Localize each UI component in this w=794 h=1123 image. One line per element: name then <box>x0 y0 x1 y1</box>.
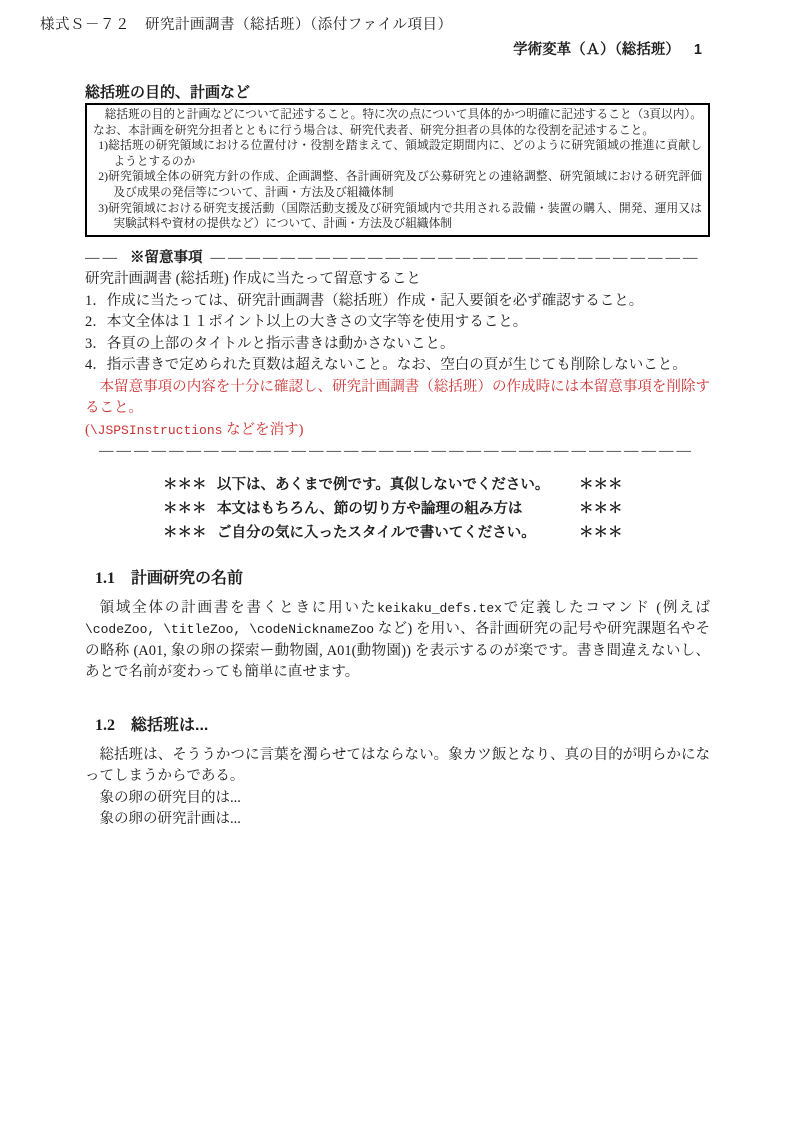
instruction-lead: 総括班の目的と計画などについて記述すること。特に次の点について具体的かつ明確に記述すること（3頁以内）。なお、本計画を研究分担者とともに行う場合は、研究代表者、研究分担者の具体的な役割を記述すること。 <box>93 108 702 137</box>
remarks-item: 4．指示書きで定められた頁数は超えないこと。なお、空白の頁が生じても削除しないこと。 <box>85 357 687 374</box>
example-banner <box>163 473 710 545</box>
stars-right: ＊＊＊ <box>579 524 623 541</box>
remarks-label: ※留意事項 <box>130 249 203 266</box>
page-number: 1 <box>693 42 702 58</box>
instruction-item: 1)総括班の研究領域における位置付け・役割を踏まえて、領域設定期間内に、どのように研究領域の推進に貢献しようとするのか <box>98 139 702 168</box>
section-1-1 <box>85 569 710 684</box>
dash-footer: —————————————————————————————————— <box>99 443 694 460</box>
warning-text: 本留意事項の内容を十分に確認し、研究計画調書（総括班）の作成時には本留意事項を削除すること。 <box>85 378 710 417</box>
remarks-item: 1．作成に当たっては、研究計画調書（総括班）作成・記入要領を必ず確認すること。 <box>85 292 644 309</box>
latex-command: \JSPSInstructions <box>89 422 223 438</box>
banner-row <box>163 473 710 497</box>
instruction-item: 2)研究領域全体の研究方針の作成、企画調整、各計画研究及び公募研究との連絡調整、研究領域における研究評価及び成果の発信等について、計画・方法及び組織体制 <box>98 170 702 199</box>
remarks-item: 2．本文全体は１１ポイント以上の大きさの文字等を使用すること。 <box>85 314 528 331</box>
remarks-subtitle: 研究計画調書 (総括班) 作成に当たって留意すること <box>85 271 421 288</box>
content-column <box>85 84 710 831</box>
section-paragraph: 象の卵の研究目的は... <box>99 789 241 806</box>
instruction-item: 3)研究領域における研究支援活動（国際活動支援及び研究領域内で共用される設備・装置の購入、開発、運用又は実験試料や資材の提供など）について、計画・方法及び組織体制 <box>98 201 702 231</box>
section-heading <box>95 716 710 736</box>
latex-filename: keikaku_defs.tex <box>377 600 502 616</box>
banner-row <box>163 521 710 545</box>
hint-close: などを消す) <box>222 421 304 438</box>
latex-commands: \codeZoo, \titleZoo, \codeNicknameZoo <box>85 622 375 638</box>
banner-line: 以下は、あくまで例です。真似しないでください。 <box>217 476 550 493</box>
section-paragraph <box>85 598 710 684</box>
page-header <box>513 38 702 59</box>
instruction-box <box>85 103 710 237</box>
section-heading <box>95 569 710 589</box>
banner-row <box>163 497 710 521</box>
section-title: 総括班は... <box>131 716 209 734</box>
section-paragraph: 総括班は、そううかつに言葉を濁らせてはならない。象カツ飯となり、真の目的が明らかになってしまうからである。 <box>85 746 710 785</box>
section-box-title: 総括班の目的、計画など <box>85 84 251 101</box>
stars-right: ＊＊＊ <box>579 500 623 517</box>
section-title: 計画研究の名前 <box>131 569 244 587</box>
dash-suffix: ———————————————————————————— <box>210 249 701 266</box>
section-paragraph: 象の卵の研究計画は... <box>99 811 241 828</box>
hint-open-paren: ( <box>85 421 90 438</box>
form-number-label: 様式Ｓ－７２ 研究計画調書（総括班）（添付ファイル項目） <box>40 17 453 33</box>
stars-left: ＊＊＊ <box>163 500 207 517</box>
remarks-dash-header <box>85 248 710 270</box>
stars-left: ＊＊＊ <box>163 476 207 493</box>
section-1-2 <box>85 716 710 831</box>
header-category: 学術変革（Ａ）（総括班） <box>513 42 680 58</box>
section-number: 1.1 <box>95 569 115 587</box>
delete-command-hint <box>85 420 710 442</box>
stars-right: ＊＊＊ <box>579 476 623 493</box>
stars-left: ＊＊＊ <box>163 524 207 541</box>
paragraph-text: で定義したコマンド (例えば <box>501 599 711 616</box>
banner-line: ご自分の気に入ったスタイルで書いてください。 <box>217 524 536 541</box>
paragraph-text: など) を用い、各計画研究の記号や研究課題名やその略称 (A01, 象の卵の探索ー動物園, A01(動物園)) を表示するのが楽です。書き間違えないし、あとで名前が変わっても簡単に直せます。 <box>85 621 710 681</box>
banner-line: 本文はもちろん、節の切り方や論理の組み方は <box>217 500 523 517</box>
dash-prefix: —— <box>85 249 120 266</box>
paragraph-text: 領域全体の計画書を書くときに用いた <box>99 599 378 616</box>
remarks-block <box>85 248 710 463</box>
remarks-item: 3．各頁の上部のタイトルと指示書きは動かさないこと。 <box>85 335 455 352</box>
section-number: 1.2 <box>95 716 115 734</box>
remarks-dash-footer <box>99 441 710 463</box>
